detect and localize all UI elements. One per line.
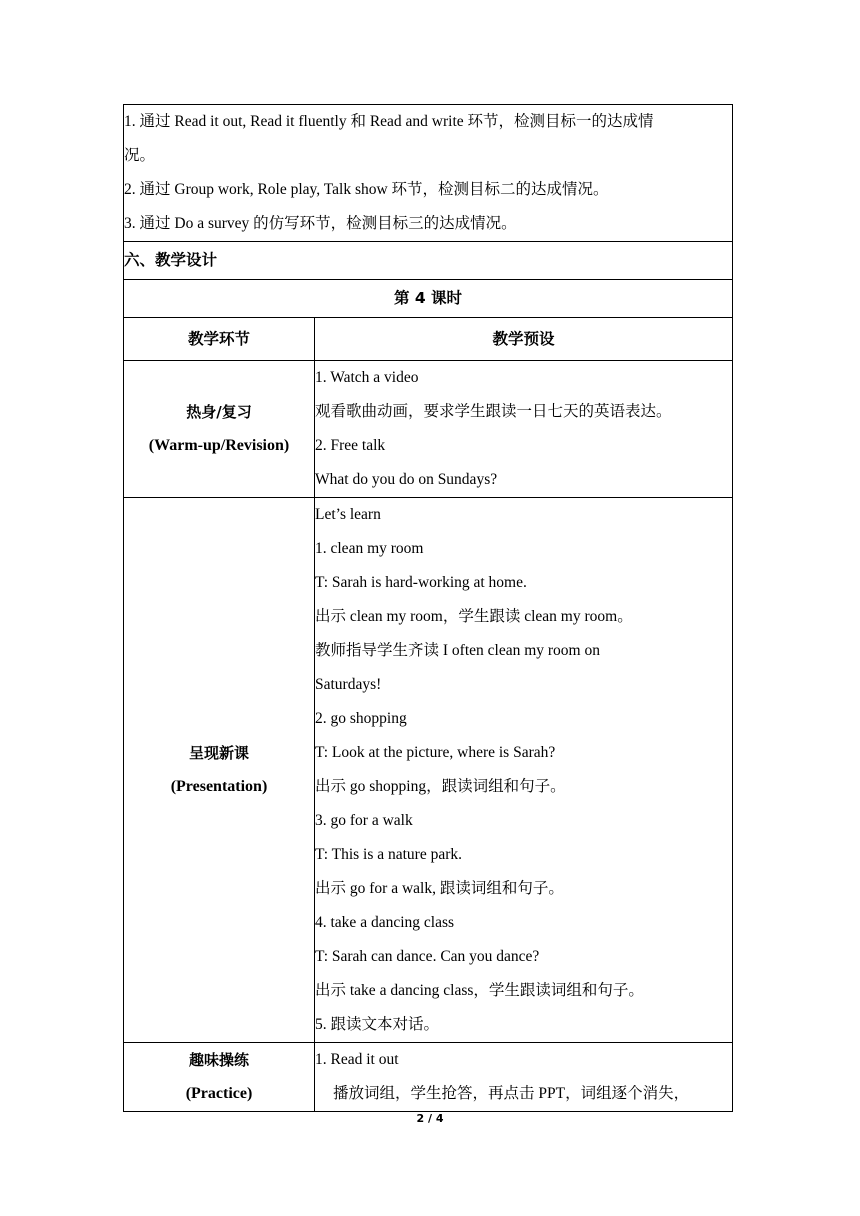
table-header-row [124,318,733,361]
plan-line: 1. Watch a video [315,369,419,386]
stage-name-zh: 呈现新课 [188,744,249,762]
page-number: 2 / 4 [416,1112,444,1125]
stage-name-en: (Presentation) [170,778,268,795]
plan-line: 教师指导学生齐读 I often clean my room on [315,642,600,659]
stage-name-zh: 趣味操练 [188,1051,249,1069]
lesson-title: 第 4 课时 [124,280,733,318]
plan-line: T: Sarah is hard-working at home. [315,574,527,591]
plan-line: 出示 take a dancing class，学生跟读词组和句子。 [315,982,644,999]
plan-line: What do you do on Sundays? [315,471,498,488]
plan-line: 2. Free talk [315,437,386,454]
plan-line: 3. go for a walk [315,812,413,829]
plan-line: Let’s learn [315,506,381,523]
lesson-title-row [124,280,733,318]
assessment-line: 1. 通过 Read it out, Read it fluently 和 Read and write 环节，检测目标一的达成情 [124,113,654,130]
lesson-plan-table [123,104,733,1112]
table-row [124,1043,733,1112]
column-header-stage: 教学环节 [124,318,315,361]
plan-line: 4. take a dancing class [315,914,455,931]
assessment-cell [124,105,733,242]
plan-line: 1. Read it out [315,1051,399,1068]
plan-line: 出示 clean my room，学生跟读 clean my room。 [315,608,633,625]
section-title-row [124,242,733,280]
stage-name-en: (Practice) [185,1085,253,1102]
stage-cell-practice [124,1043,315,1112]
plan-line: 出示 go shopping，跟读词组和句子。 [315,778,566,795]
plan-line: 播放词组，学生抢答，再点击 PPT，词组逐个消失， [333,1085,690,1102]
plan-cell-presentation [315,498,733,1043]
plan-line: 出示 go for a walk, 跟读词组和句子。 [315,880,564,897]
plan-line: 1. clean my room [315,540,424,557]
assessment-line: 况。 [124,147,156,164]
plan-cell-warmup [315,361,733,498]
assessment-line: 2. 通过 Group work, Role play, Talk show 环节，检测目标二的达成情况。 [124,181,609,198]
table-row [124,361,733,498]
stage-name-en: (Warm-up/Revision) [148,437,290,454]
assessment-line: 3. 通过 Do a survey 的仿写环节，检测目标三的达成情况。 [124,215,517,232]
table-row [124,498,733,1043]
section-title: 六、教学设计 [124,242,733,280]
plan-cell-practice [315,1043,733,1112]
assessment-row [124,105,733,242]
column-header-plan: 教学预设 [315,318,733,361]
stage-name-zh: 热身/复习 [186,403,252,421]
plan-line: 2. go shopping [315,710,407,727]
plan-line: T: Sarah can dance. Can you dance? [315,948,540,965]
plan-line: T: Look at the picture, where is Sarah? [315,744,556,761]
plan-line: 5. 跟读文本对话。 [315,1016,440,1033]
stage-cell-warmup [124,361,315,498]
plan-line: 观看歌曲动画，要求学生跟读一日七天的英语表达。 [315,403,672,420]
plan-line: Saturdays! [315,676,382,693]
stage-cell-presentation [124,498,315,1043]
plan-line: T: This is a nature park. [315,846,463,863]
